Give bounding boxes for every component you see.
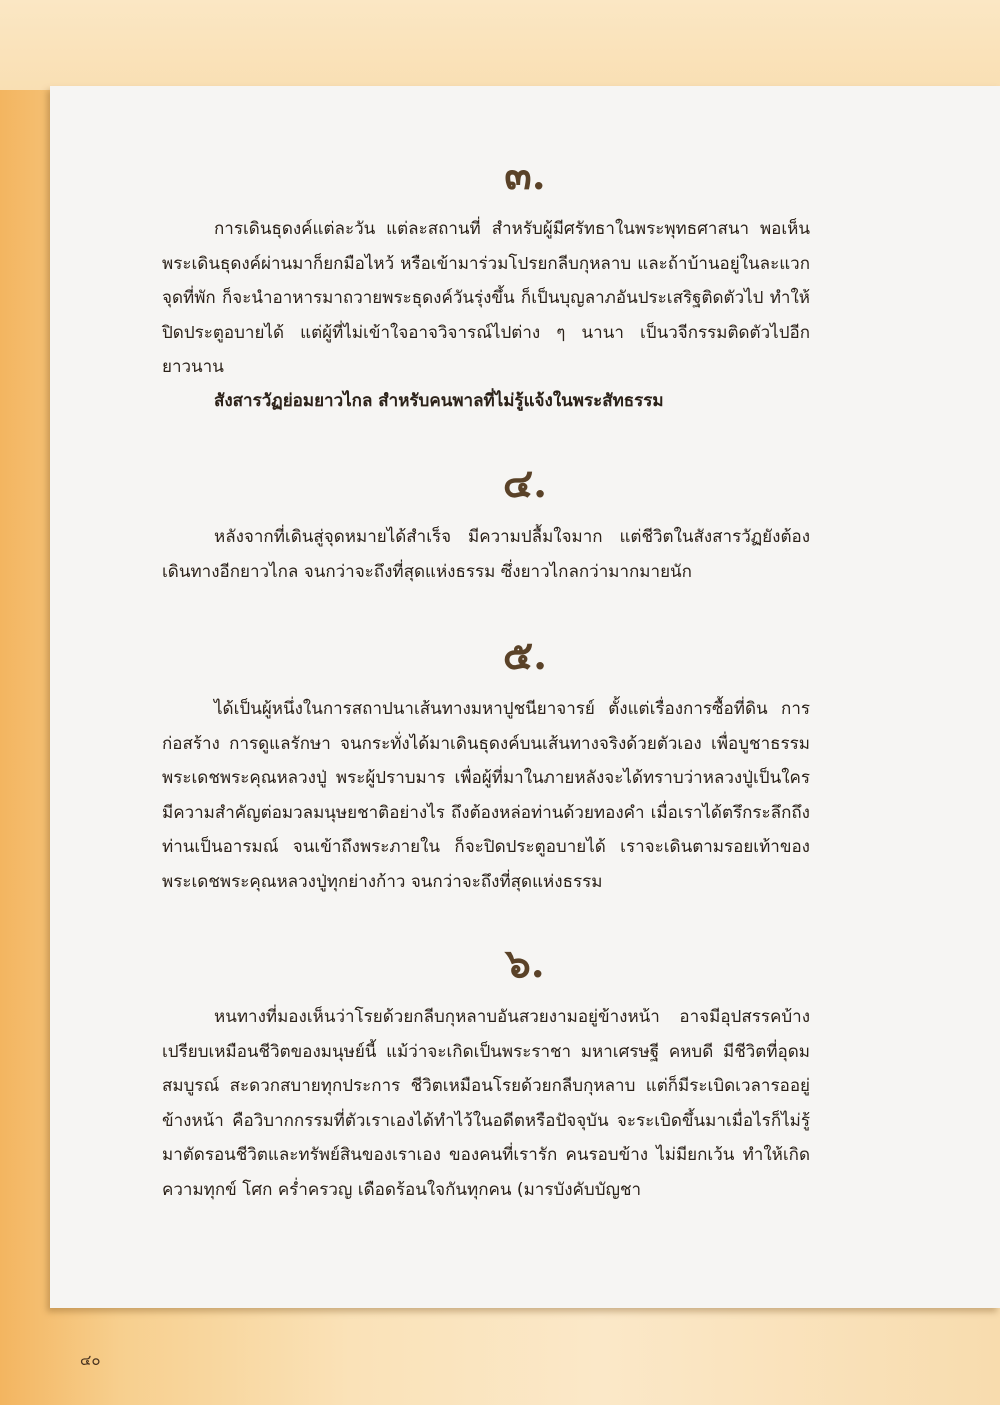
section-emphasis-3: สังสารวัฏย่อมยาวไกล สำหรับคนพาลที่ไม่รู้แจ้งในพระสัทธรรม [214,391,664,411]
section-paragraph-4: หลังจากที่เดินสู่จุดหมายได้สำเร็จ มีความปลื้มใจมาก แต่ชีวิตในสังสารวัฏยังต้องเดินทางอีกยาวไกล จนกว่าจะถึงที่สุดแห่งธรรม ซึ่งยาวไกลกว่ามากมายนัก [162,527,810,582]
section-heading-6: ๖. [505,940,545,987]
section-heading-3: ๓. [504,152,546,199]
section-heading-5: ๕. [502,632,548,679]
page-background [0,0,1000,90]
section-paragraph-5: ได้เป็นผู้หนึ่งในการสถาปนาเส้นทางมหาปูชนียาจารย์ ตั้งแต่เรื่องการซื้อที่ดิน การก่อสร้าง การดูแลรักษา จนกระทั่งได้มาเดินธุดงค์บนเส้นทางจริงด้วยตัวเอง เพื่อบูชาธรรมพระเดชพระคุณหลวงปู่ พระผู้ปราบมาร เพื่อผู้ที่มาในภายหลังจะได้ทราบว่าหลวงปู่เป็นใคร มีความสำคัญต่อมวลมนุษยชาติอย่างไร ถึงต้องหล่อท่านด้วยทองคำ เมื่อเราได้ตรึกระลึกถึงท่านเป็นอารมณ์ จนเข้าถึงพระภายใน ก็จะปิดประตูอบายได้ เราจะเดินตามรอยเท้าของพระเดชพระคุณหลวงปู่ทุกย่างก้าว จนกว่าจะถึงที่สุดแห่งธรรม [162,699,810,892]
section-heading-4: ๔. [502,460,548,507]
section-paragraph-3: การเดินธุดงค์แต่ละวัน แต่ละสถานที่ สำหรับผู้มีศรัทธาในพระพุทธศาสนา พอเห็นพระเดินธุดงค์ผ่านมาก็ยกมือไหว้ หรือเข้ามาร่วมโปรยกลีบกุหลาบ และถ้าบ้านอยู่ในละแวกจุดที่พัก ก็จะนำอาหารมาถวายพระธุดงค์วันรุ่งขึ้น ก็เป็นบุญลาภอันประเสริฐติดตัวไป ทำให้ปิดประตูอบายได้ แต่ผู้ที่ไม่เข้าใจอาจวิจารณ์ไปต่าง ๆ นานา เป็นวจีกรรมติดตัวไปอีกยาวนาน [162,219,810,378]
book-page [50,86,1000,1308]
page-number: ๔๐ [80,1351,101,1369]
section-paragraph-6: หนทางที่มองเห็นว่าโรยด้วยกลีบกุหลาบอันสวยงามอยู่ข้างหน้า อาจมีอุปสรรคบ้าง เปรียบเหมือนชีวิตของมนุษย์นี้ แม้ว่าจะเกิดเป็นพระราชา มหาเศรษฐี คหบดี มีชีวิตที่อุดมสมบูรณ์ สะดวกสบายทุกประการ ชีวิตเหมือนโรยด้วยกลีบกุหลาบ แต่ก็มีระเบิดเวลารออยู่ข้างหน้า คือวิบากกรรมที่ตัวเราเองได้ทำไว้ในอดีตหรือปัจจุบัน จะระเบิดขึ้นมาเมื่อไรก็ไม่รู้ มาตัดรอนชีวิตและทรัพย์สินของเราเอง ของคนที่เรารัก คนรอบข้าง ไม่มียกเว้น ทำให้เกิดความทุกข์ โศก คร่ำครวญ เดือดร้อนใจกันทุกคน (มารบังคับบัญชา [162,1007,810,1200]
